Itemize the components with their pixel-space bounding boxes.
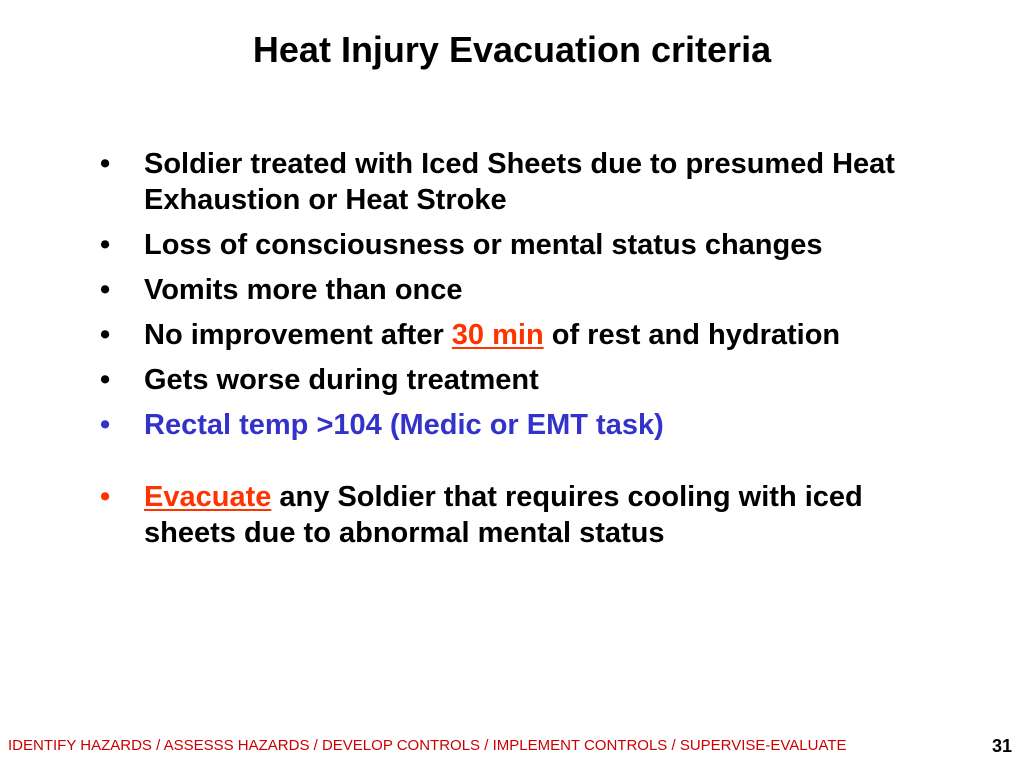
bullet-text: Loss of consciousness or mental status changes <box>144 229 823 261</box>
bullet-evacuate <box>100 479 960 551</box>
bullet-rectal-temp <box>100 407 960 443</box>
bullet-dot: • <box>100 364 111 396</box>
highlight-evacuate: Evacuate <box>144 481 272 513</box>
bullet-dot: • <box>100 481 111 513</box>
bullet-text: Rectal temp >104 (Medic or EMT task) <box>144 409 664 441</box>
bullet-text: Soldier treated with Iced Sheets due to presumed Heat Exhaustion or Heat Stroke <box>144 148 895 216</box>
bullet-dot: • <box>100 148 111 180</box>
bullet-iced-sheets <box>100 146 960 218</box>
bullet-text-before: No improvement after <box>144 319 452 351</box>
bullet-text: Gets worse during treatment <box>144 364 539 396</box>
bullet-list <box>100 146 960 560</box>
bullet-no-improvement <box>100 317 960 353</box>
highlight-30-min: 30 min <box>451 319 544 351</box>
bullet-loss-of-consciousness <box>100 227 960 263</box>
bullet-text: Vomits more than once <box>144 274 463 306</box>
bullet-dot: • <box>100 409 111 441</box>
page-number: 31 <box>991 736 1012 756</box>
bullet-dot: • <box>100 229 111 261</box>
bullet-dot: • <box>100 274 111 306</box>
slide-title: Heat Injury Evacuation criteria <box>252 29 772 70</box>
bullet-text-after: of rest and hydration <box>543 319 841 351</box>
bullet-gets-worse <box>100 362 960 398</box>
bullet-text-after: any Soldier that requires cooling with iced sheets due to abnormal mental status <box>144 481 863 549</box>
bullet-dot: • <box>100 319 111 351</box>
bullet-vomits <box>100 272 960 308</box>
footer-process-steps: IDENTIFY HAZARDS / ASSESSS HAZARDS / DEVELOP CONTROLS / IMPLEMENT CONTROLS / SUPERVISE-EVALUATE <box>8 737 847 754</box>
